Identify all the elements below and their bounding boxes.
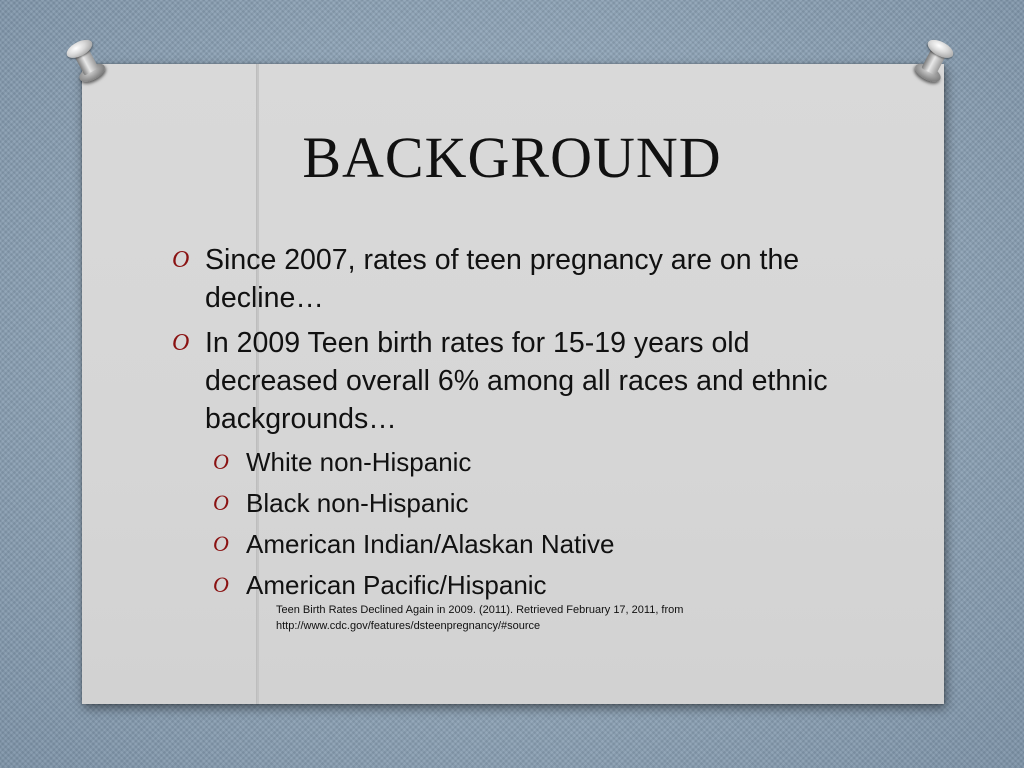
sub-bullet-text: Black non-Hispanic: [246, 488, 469, 518]
sub-bullet-text: American Indian/Alaskan Native: [246, 529, 615, 559]
bullet-marker-icon: O: [213, 449, 229, 474]
bullet-marker-icon: O: [213, 531, 229, 556]
bullet-text: In 2009 Teen birth rates for 15-19 years old decreased overall 6% among all races and ethnic backgrounds…: [205, 327, 828, 435]
citation-url: http://www.cdc.gov/features/dsteenpregnancy/#source: [276, 620, 541, 632]
bullet-item: [170, 324, 870, 438]
bullet-item: [170, 241, 870, 317]
bullet-marker-icon: O: [213, 572, 229, 597]
sub-bullet-item: [211, 568, 870, 602]
bullet-marker-icon: O: [172, 247, 190, 273]
bullet-marker-icon: O: [172, 330, 190, 356]
citation-line: Teen Birth Rates Declined Again in 2009. (2011). Retrieved February 17, 2011, from: [276, 604, 684, 616]
bullet-marker-icon: O: [213, 490, 229, 515]
sub-bullet-item: [211, 527, 870, 561]
sub-bullet-text: White non-Hispanic: [246, 447, 472, 477]
sub-bullet-item: [211, 445, 870, 479]
citation: [276, 602, 683, 634]
sub-bullet-item: [211, 486, 870, 520]
bullet-list: [170, 241, 870, 609]
sub-bullet-text: American Pacific/Hispanic: [246, 570, 547, 600]
bullet-text: Since 2007, rates of teen pregnancy are on the decline…: [205, 244, 800, 314]
slide-title: BACKGROUND: [302, 125, 722, 190]
